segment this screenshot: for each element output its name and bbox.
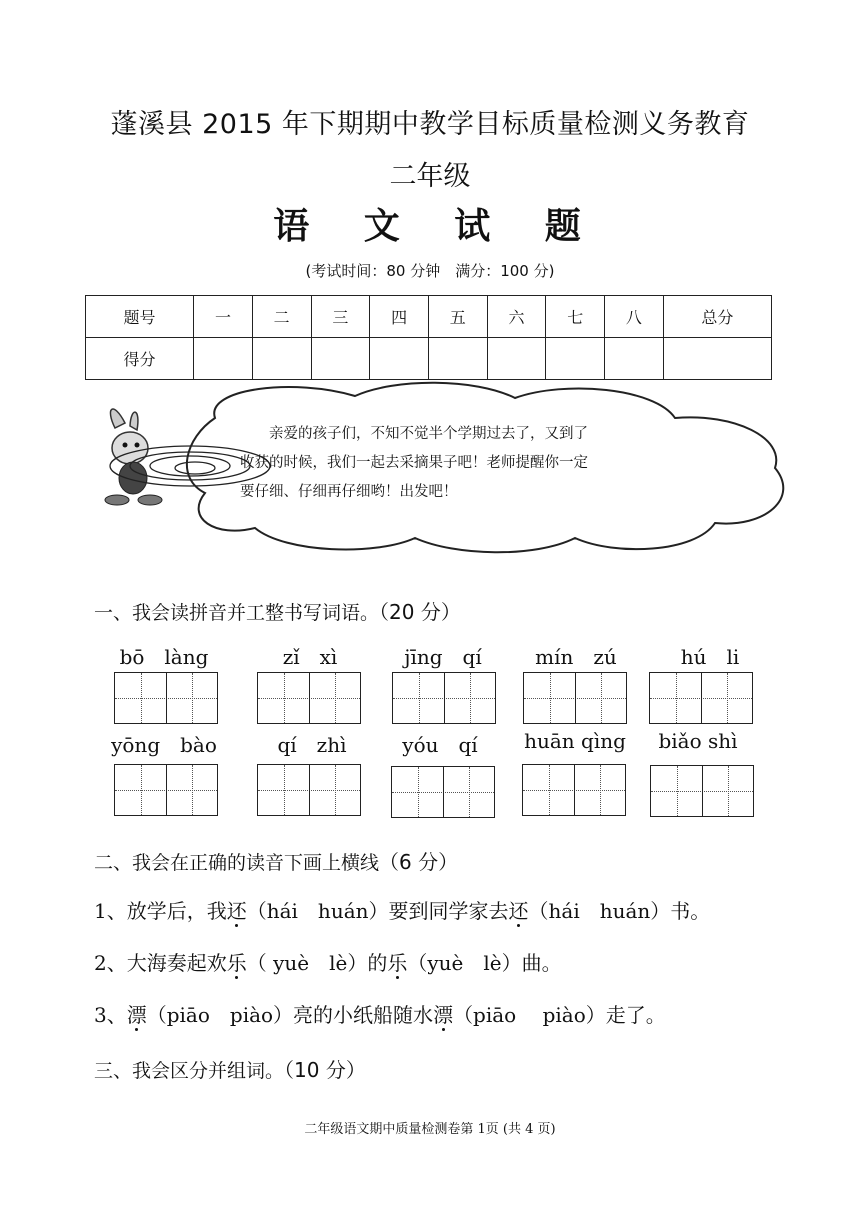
- exam-grade: 二年级: [389, 161, 471, 192]
- pinyin-label: yóu qí: [402, 733, 478, 757]
- section-title: 二、我会在正确的读音下画上横线: [94, 852, 380, 874]
- pinyin-label: qí zhì: [277, 733, 347, 757]
- pinyin-label: bō làng: [119, 645, 209, 669]
- pinyin-options[interactable]: （yuè lè）曲。: [407, 951, 562, 975]
- target-char: 还: [226, 899, 247, 923]
- section3-heading: [94, 1054, 366, 1083]
- table-cell: 一: [194, 296, 253, 338]
- score-table-header-row: [86, 296, 772, 338]
- exam-title-line1: 蓬溪县 2015 年下期期中教学目标质量检测义务教育: [110, 109, 750, 140]
- section-score: （20 分）: [379, 600, 461, 624]
- score-cell[interactable]: [487, 338, 546, 380]
- section-title: 一、我会读拼音并工整书写词语。: [94, 602, 380, 624]
- writing-grid[interactable]: [649, 672, 753, 724]
- table-cell: 题号: [86, 296, 194, 338]
- score-cell[interactable]: [194, 338, 253, 380]
- pinyin-label: hú li: [680, 645, 740, 669]
- page-footer: 二年级语文期中质量检测卷第 1页 (共 4 页): [304, 1122, 556, 1137]
- section-score: （6 分）: [379, 850, 459, 874]
- target-char: 还: [508, 899, 529, 923]
- score-cell[interactable]: [605, 338, 664, 380]
- target-char: 漂: [433, 1003, 454, 1027]
- pinyin-label: jīng qí: [404, 645, 482, 669]
- score-cell[interactable]: [370, 338, 429, 380]
- section-score: （10 分）: [284, 1058, 366, 1082]
- writing-grid[interactable]: [391, 766, 495, 818]
- score-table-score-row: [86, 338, 772, 380]
- exam-time-info: (考试时间：80 分钟 满分：100 分): [305, 262, 555, 280]
- exam-subject: 语 文 试 题: [273, 206, 587, 247]
- table-cell: 八: [605, 296, 664, 338]
- cloud-line: 收获的时候，我们一起去采摘果子吧！老师提醒你一定: [240, 455, 588, 471]
- score-cell[interactable]: [252, 338, 311, 380]
- pinyin-label: zǐ xì: [282, 645, 338, 669]
- pinyin-label: biǎo shì: [658, 729, 738, 753]
- writing-grid[interactable]: [257, 672, 361, 724]
- cloud-line: 亲爱的孩子们，不知不觉半个学期过去了，又到了: [240, 426, 588, 442]
- cloud-line: 要仔细、仔细再仔细哟！出发吧！: [240, 484, 458, 500]
- pinyin-options[interactable]: （hái huán）要到同学家去: [246, 899, 509, 923]
- table-cell: 五: [428, 296, 487, 338]
- writing-grid[interactable]: [522, 764, 626, 816]
- table-cell: 三: [311, 296, 370, 338]
- score-cell[interactable]: [428, 338, 487, 380]
- pinyin-label: huān qìng: [524, 729, 626, 753]
- pinyin-options[interactable]: （piāo piào）走了。: [453, 1003, 666, 1027]
- writing-grid[interactable]: [650, 765, 754, 817]
- score-cell[interactable]: [546, 338, 605, 380]
- pinyin-label: yōng bào: [111, 733, 217, 757]
- pinyin-options[interactable]: （hái huán）书。: [528, 899, 711, 923]
- score-table: [85, 295, 772, 380]
- section-title: 三、我会区分并组词。: [94, 1060, 285, 1082]
- table-cell: 得分: [86, 338, 194, 380]
- table-cell: 四: [370, 296, 429, 338]
- target-char: 乐: [387, 951, 408, 975]
- table-cell: 六: [487, 296, 546, 338]
- section1-heading: [94, 596, 461, 625]
- question-text: 2、大海奏起欢: [94, 951, 227, 975]
- target-char: 乐: [226, 951, 247, 975]
- score-cell[interactable]: [311, 338, 370, 380]
- table-cell: 七: [546, 296, 605, 338]
- table-cell: 二: [252, 296, 311, 338]
- question-text: 3、: [94, 1003, 127, 1027]
- question-3: [94, 999, 666, 1028]
- section2-heading: [94, 846, 458, 875]
- target-char: 漂: [126, 1003, 147, 1027]
- question-text: 1、放学后，我: [94, 899, 227, 923]
- pinyin-options[interactable]: （piāo piào）亮的小纸船随水: [146, 1003, 434, 1027]
- question-2: [94, 947, 562, 976]
- writing-grid[interactable]: [392, 672, 496, 724]
- writing-grid[interactable]: [114, 764, 218, 816]
- pinyin-label: mín zú: [535, 645, 617, 669]
- table-cell: 总分: [663, 296, 771, 338]
- rabbit-icon: [105, 409, 162, 505]
- writing-grid[interactable]: [523, 672, 627, 724]
- pinyin-options[interactable]: （ yuè lè）的: [246, 951, 388, 975]
- writing-grid[interactable]: [114, 672, 218, 724]
- writing-grid[interactable]: [257, 764, 361, 816]
- cloud-message: [240, 420, 660, 507]
- question-1: [94, 895, 710, 924]
- score-cell[interactable]: [663, 338, 771, 380]
